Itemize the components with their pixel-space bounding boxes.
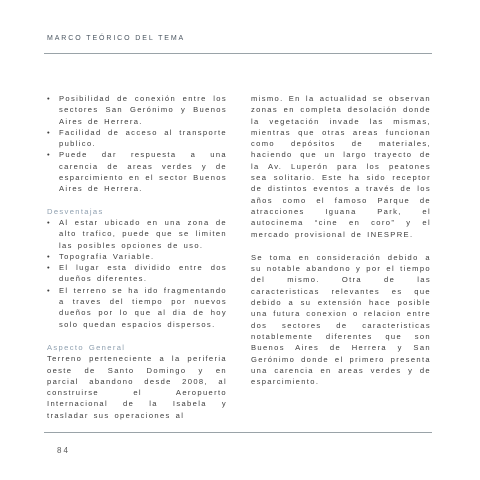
body-paragraph: mismo. En la actualidad se observan zonas en completa desolación donde la vegetación invade las mismas, mientras que otras areas funcionan como depósitos de materiales, haciendo que un largo trayecto de la Av. Luperón para los peatones sea solitario. Este ha sido receptor de distintos eventos a través de los años como el famoso Parque de atracciones Iguana Park, el autocinema “cine en coro” y el mercado provisional de INESPRE. [251, 94, 431, 239]
left-column [47, 93, 227, 421]
section-title: MARCO TEÓRICO DEL TEMA [47, 35, 186, 42]
general-aspect-heading: Aspecto General [47, 342, 126, 352]
disadvantages-heading: Desventajas [47, 206, 104, 216]
general-aspect-paragraph: Terreno perteneciente a la periferia oeste de Santo Domingo y en parcial abandono desde 2008, al construirse el Aeropuerto Internacional de la Isabela y trasladar sus operaciones al [47, 354, 227, 420]
disadvantages-list [47, 217, 227, 330]
advantages-list [47, 93, 227, 195]
list-item: • Topografia Variable. [47, 251, 227, 262]
list-item: • El lugar esta dividido entre dos dueños diferentes. [47, 262, 227, 285]
list-item: • Puede dar respuesta a una carencia de areas verdes y de esparcimiento en el sector Buenos Aires de Herrera. [47, 149, 227, 194]
footer-divider [44, 432, 432, 433]
body-paragraph: Se toma en consideración debido a su notable abandono y por el tiempo del mismo. Otra de las caracteristicas relevantes es que debido a su extensión hace posible una futura conexion o relacion entre dos sectores de caracteristicas notablemente diferentes que son Buenos Aires de Herrera y San Gerónimo donde el primero presenta una carencia en areas verdes y de esparcimiento. [251, 252, 431, 387]
list-item: • Posibilidad de conexión entre los sectores San Gerónimo y Buenos Aires de Herrera. [47, 93, 227, 127]
page-number: 84 [57, 446, 70, 455]
list-item: • Facilidad de acceso al transporte publico. [47, 127, 227, 150]
header-divider [44, 53, 432, 54]
list-item: • El terreno se ha ido fragmentando a traves del tiempo por nuevos dueños por lo que al dia de hoy solo quedan espacios dispersos. [47, 285, 227, 330]
list-item: • Al estar ubicado en una zona de alto trafico, puede que se limiten las posibles opciones de uso. [47, 217, 227, 251]
right-column [251, 93, 431, 387]
